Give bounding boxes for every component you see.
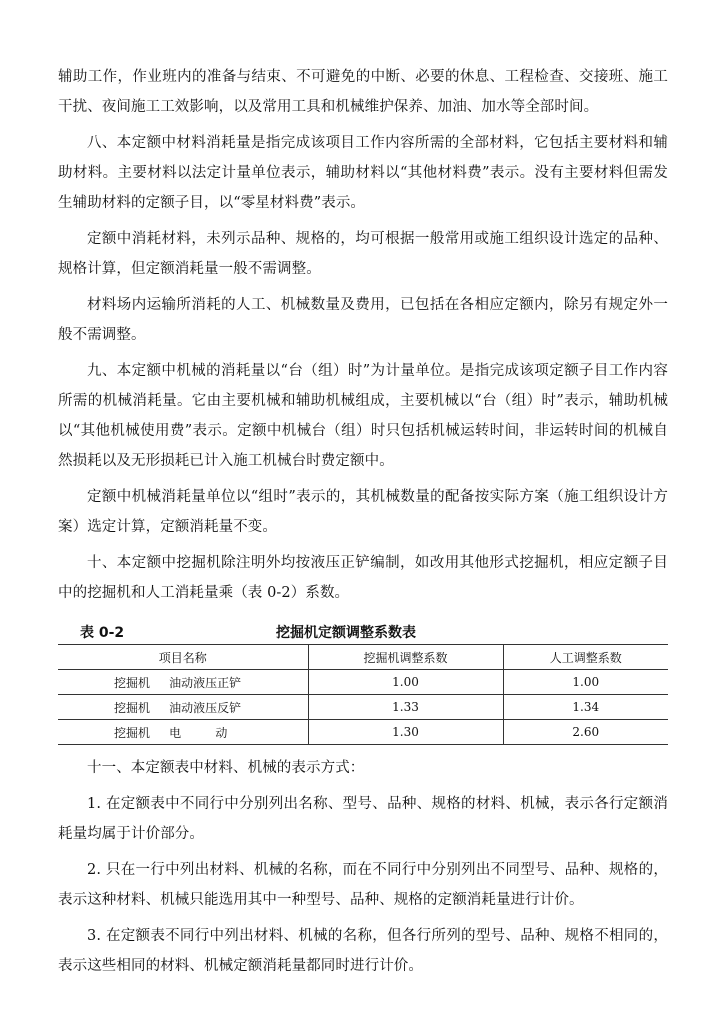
table-row xyxy=(58,670,668,695)
table-row xyxy=(58,720,668,745)
table-header-cell: 项目名称 xyxy=(58,645,308,670)
table-row xyxy=(58,695,668,720)
paragraph-rule-2: 2. 只在一行中列出材料、机械的名称，而在不同行中分别列出不同型号、品种、规格的，表示这种材料、机械只能选用其中一种型号、品种、规格的定额消耗量进行计价。 xyxy=(58,862,668,908)
paragraph-section-11: 十一、本定额表中材料、机械的表示方式： xyxy=(87,760,365,776)
table-number: 表 0-2 xyxy=(80,625,125,641)
table-cell-excavator-coef: 1.30 xyxy=(308,720,503,745)
excavator-coefficient-table xyxy=(58,644,668,745)
paragraph-rule-1: 1. 在定额表中不同行中分别列出名称、型号、品种、规格的材料、机械，表示各行定额消耗量均属于计价部分。 xyxy=(58,796,668,842)
table-cell-excavator-coef: 1.33 xyxy=(308,695,503,720)
paragraph-section-9: 九、本定额中机械的消耗量以“台（组）时”为计量单位。是指完成该项定额子目工作内容所需的机械消耗量。它由主要机械和辅助机械组成，主要机械以“台（组）时”表示，辅助机械以“其他机械使用费”表示。定额中机械台（组）时只包括机械运转时间，非运转时间的机械自然损耗以及无形损耗已计入施工机械台时费定额中。 xyxy=(58,363,668,469)
paragraph-continuation: 辅助工作，作业班内的准备与结束、不可避免的中断、必要的休息、工程检查、交接班、施工干扰、夜间施工工效影响，以及常用工具和机械维护保养、加油、加水等全部时间。 xyxy=(58,69,668,115)
table-header-cell: 人工调整系数 xyxy=(503,645,668,670)
table-cell-item-name: 挖掘机 电 动 xyxy=(58,720,308,745)
paragraph-rule-3: 3. 在定额表不同行中列出材料、机械的名称，但各行所列的型号、品种、规格不相同的，表示这些相同的材料、机械定额消耗量都同时进行计价。 xyxy=(58,928,668,974)
table-cell-labor-coef: 1.34 xyxy=(503,695,668,720)
table-title: 挖掘机定额调整系数表 xyxy=(276,625,416,641)
table-cell-labor-coef: 2.60 xyxy=(503,720,668,745)
table-cell-excavator-coef: 1.00 xyxy=(308,670,503,695)
table-cell-item-name: 挖掘机 油动液压正铲 xyxy=(58,670,308,695)
paragraph-section-10: 十、本定额中挖掘机除注明外均按液压正铲编制，如改用其他形式挖掘机，相应定额子目中的挖掘机和人工消耗量乘（表 0-2）系数。 xyxy=(58,555,668,601)
table-cell-labor-coef: 1.00 xyxy=(503,670,668,695)
paragraph-group-hours: 定额中机械消耗量单位以“组时”表示的，其机械数量的配备按实际方案（施工组织设计方案）选定计算，定额消耗量不变。 xyxy=(58,489,668,535)
table-header-cell: 挖掘机调整系数 xyxy=(308,645,503,670)
table-caption xyxy=(58,618,668,644)
document-body xyxy=(58,62,668,981)
paragraph-section-8: 八、本定额中材料消耗量是指完成该项目工作内容所需的全部材料，它包括主要材料和辅助材料。主要材料以法定计量单位表示，辅助材料以“其他材料费”表示。没有主要材料但需发生辅助材料的定额子目，以“零星材料费”表示。 xyxy=(58,135,668,211)
table-header-row xyxy=(58,645,668,670)
table-cell-item-name: 挖掘机 油动液压反铲 xyxy=(58,695,308,720)
paragraph-consumable-materials: 定额中消耗材料，未列示品种、规格的，均可根据一般常用或施工组织设计选定的品种、规格计算，但定额消耗量一般不需调整。 xyxy=(58,231,668,277)
paragraph-site-transport: 材料场内运输所消耗的人工、机械数量及费用，已包括在各相应定额内，除另有规定外一般不需调整。 xyxy=(58,297,668,343)
